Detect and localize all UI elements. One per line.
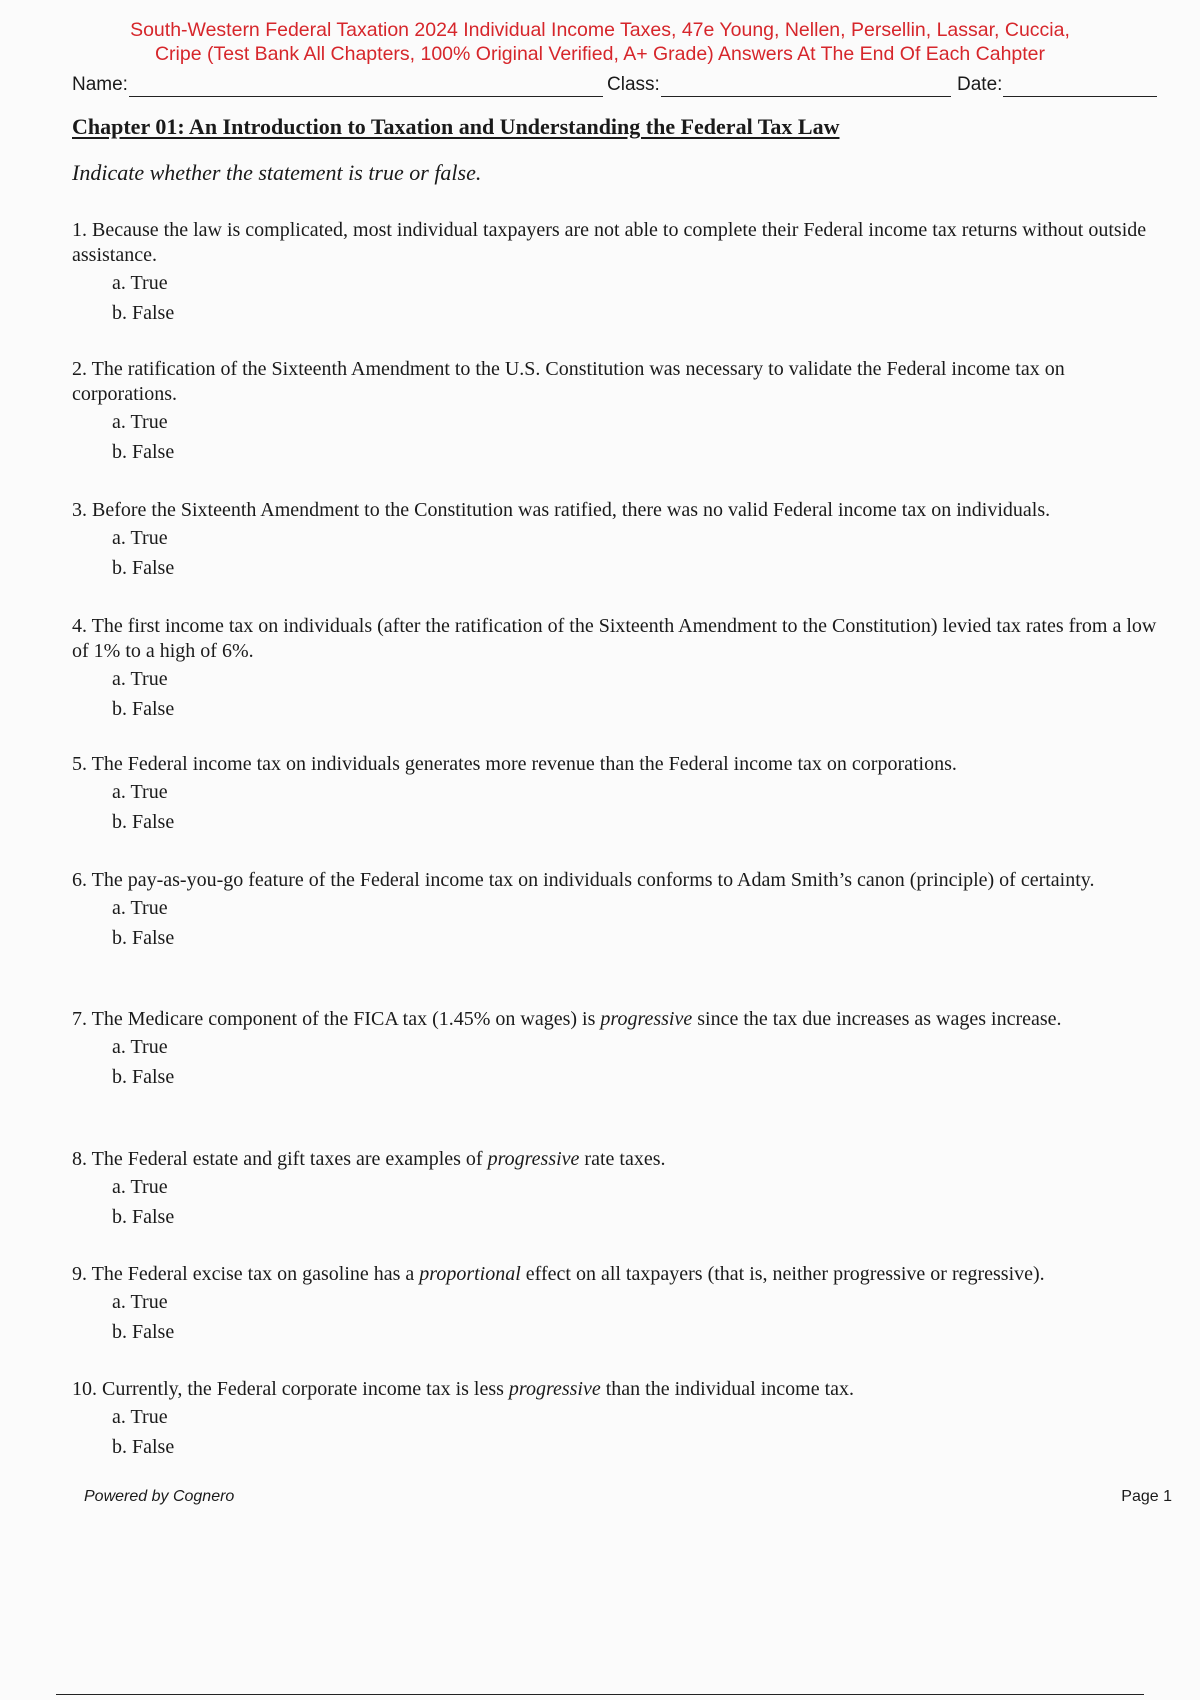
option-true[interactable]: a. True: [112, 668, 168, 690]
question-4: [72, 614, 1167, 724]
option-false[interactable]: b. False: [112, 927, 175, 949]
option-true[interactable]: a. True: [112, 1176, 168, 1198]
bottom-divider: [56, 1694, 1144, 1695]
powered-by-footer: Powered by Cognero: [84, 1488, 235, 1505]
question-5: [72, 752, 1167, 837]
page-number: Page 1: [1121, 1488, 1172, 1505]
question-7: [72, 1007, 1167, 1092]
class-label: Class:: [607, 74, 660, 95]
date-blank-line[interactable]: [1003, 70, 1157, 97]
question-stem: 9. The Federal excise tax on gasoline has a proportional effect on all taxpayers (that is, neither progressive or regressive).: [72, 1263, 1045, 1285]
option-true[interactable]: a. True: [112, 411, 168, 433]
option-true[interactable]: a. True: [112, 527, 168, 549]
question-stem: 2. The ratification of the Sixteenth Amendment to the U.S. Constitution was necessary to validate the Federal income tax on corporations.: [72, 358, 1065, 405]
option-false[interactable]: b. False: [112, 1206, 175, 1228]
option-true[interactable]: a. True: [112, 1036, 168, 1058]
option-true[interactable]: a. True: [112, 897, 168, 919]
question-stem: 5. The Federal income tax on individuals generates more revenue than the Federal income tax on corporations.: [72, 753, 957, 775]
banner-line-2: Cripe (Test Bank All Chapters, 100% Original Verified, A+ Grade) Answers At The End Of Each Cahpter: [154, 43, 1046, 65]
chapter-title: Chapter 01: An Introduction to Taxation and Understanding the Federal Tax Law: [72, 114, 840, 139]
question-stem: 8. The Federal estate and gift taxes are examples of progressive rate taxes.: [72, 1148, 666, 1170]
instruction-text: Indicate whether the statement is true or false.: [72, 160, 482, 185]
question-stem: 7. The Medicare component of the FICA tax (1.45% on wages) is progressive since the tax due increases as wages increase.: [72, 1008, 1062, 1030]
option-false[interactable]: b. False: [112, 302, 175, 324]
option-false[interactable]: b. False: [112, 1321, 175, 1343]
question-6: [72, 868, 1167, 953]
option-false[interactable]: b. False: [112, 557, 175, 579]
option-false[interactable]: b. False: [112, 1436, 175, 1458]
question-stem: 1. Because the law is complicated, most individual taxpayers are not able to complete their Federal income tax returns without outside assistance.: [72, 219, 1147, 266]
banner-line-1: South-Western Federal Taxation 2024 Individual Income Taxes, 47e Young, Nellen, Persellin, Lassar, Cuccia,: [130, 19, 1070, 41]
name-blank-line[interactable]: [129, 70, 603, 97]
option-false[interactable]: b. False: [112, 698, 175, 720]
option-false[interactable]: b. False: [112, 1066, 175, 1088]
question-stem: 3. Before the Sixteenth Amendment to the Constitution was ratified, there was no valid Federal income tax on individuals.: [72, 499, 1051, 521]
question-10: [72, 1377, 1167, 1462]
option-false[interactable]: b. False: [112, 441, 175, 463]
name-field: [72, 70, 603, 97]
option-true[interactable]: a. True: [112, 272, 168, 294]
question-9: [72, 1262, 1167, 1347]
question-2: [72, 357, 1167, 467]
question-stem: 6. The pay-as-you-go feature of the Federal income tax on individuals conforms to Adam Smith’s canon (principle) of certainty.: [72, 869, 1095, 891]
class-blank-line[interactable]: [661, 70, 951, 97]
option-true[interactable]: a. True: [112, 1406, 168, 1428]
question-3: [72, 498, 1167, 583]
header-banner: [0, 18, 1200, 66]
student-info-fields: [72, 70, 1160, 100]
question-stem: 10. Currently, the Federal corporate income tax is less progressive than the individual income tax.: [72, 1378, 855, 1400]
question-1: [72, 218, 1167, 328]
question-stem: 4. The first income tax on individuals (after the ratification of the Sixteenth Amendment to the Constitution) levied tax rates from a low of 1% to a high of 6%.: [72, 615, 1157, 662]
option-true[interactable]: a. True: [112, 781, 168, 803]
question-8: [72, 1147, 1167, 1232]
option-true[interactable]: a. True: [112, 1291, 168, 1313]
class-field: [607, 70, 951, 97]
name-label: Name:: [72, 74, 128, 95]
option-false[interactable]: b. False: [112, 811, 175, 833]
date-field: [957, 70, 1157, 97]
date-label: Date:: [957, 74, 1003, 95]
